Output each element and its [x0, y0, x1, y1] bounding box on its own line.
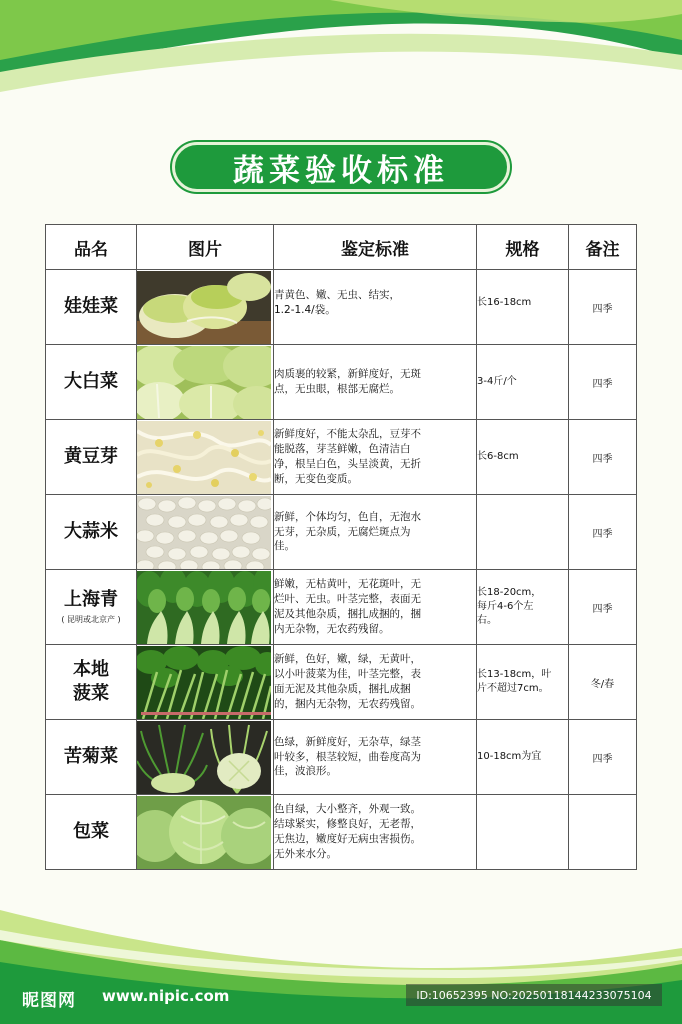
table-row	[46, 720, 637, 795]
vegetable-name: 包菜	[46, 795, 137, 870]
page-title: 蔬菜验收标准	[172, 142, 510, 192]
vegetable-photo-cell	[137, 645, 274, 720]
table-row	[46, 495, 637, 570]
criteria-cell: 鲜嫩，无枯黄叶，无花斑叶，无 烂叶、无虫。叶茎完整，表面无 泥及其他杂质，捆扎成捆的，捆 内无杂物，无农药残留。	[274, 570, 477, 645]
criteria-cell: 新鲜，个体均匀，色自，无泡水 无芽，无杂质，无腐烂斑点为 佳。	[274, 495, 477, 570]
vegetable-name: 大白菜	[46, 345, 137, 420]
spec-cell	[477, 495, 569, 570]
vegetable-photo-cell	[137, 420, 274, 495]
remark-cell: 四季	[569, 420, 637, 495]
endive-photo	[137, 721, 271, 794]
table-row	[46, 345, 637, 420]
bok-choy-photo	[137, 571, 271, 644]
watermark-url: www.nipic.com	[102, 987, 230, 1005]
header-remark: 备注	[569, 225, 637, 270]
spec-cell: 10-18cm为宜	[477, 720, 569, 795]
remark-cell: 四季	[569, 345, 637, 420]
header-picture: 图片	[137, 225, 274, 270]
top-green-wave-decoration	[0, 0, 682, 110]
vegetable-photo-cell	[137, 795, 274, 870]
header-spec: 规格	[477, 225, 569, 270]
remark-cell	[569, 795, 637, 870]
watermark-logo: 昵图网	[22, 991, 76, 1011]
criteria-cell: 肉质裹的较紧，新鲜度好，无斑 点，无虫眼，根部无腐烂。	[274, 345, 477, 420]
spinach-photo	[137, 646, 271, 719]
vegetable-name: 黄豆芽	[46, 420, 137, 495]
spec-cell: 3-4斤/个	[477, 345, 569, 420]
bean-sprouts-photo	[137, 421, 271, 494]
vegetable-standards-table	[45, 224, 637, 870]
spec-cell	[477, 795, 569, 870]
criteria-cell: 新鲜，色好，嫩，绿，无黄叶， 以小叶菠菜为佳，叶茎完整，表 面无泥及其他杂质，捆扎成捆 的，捆内无杂物，无农药残留。	[274, 645, 477, 720]
garlic-cloves-photo	[137, 496, 271, 569]
table-row	[46, 645, 637, 720]
spec-cell: 长6-8cm	[477, 420, 569, 495]
table-header-row	[46, 225, 637, 270]
criteria-cell: 色绿，新鲜度好，无杂草，绿茎 叶较多，根茎较短，曲卷度高为 佳，波浪形。	[274, 720, 477, 795]
spec-cell: 长18-20cm， 每斤4-6个左 右。	[477, 570, 569, 645]
cabbage-photo	[137, 796, 271, 869]
remark-cell: 四季	[569, 720, 637, 795]
chinese-cabbage-photo	[137, 346, 271, 419]
table-row	[46, 570, 637, 645]
vegetable-origin-note: ( 昆明或北京产 )	[61, 615, 121, 625]
remark-cell: 冬/春	[569, 645, 637, 720]
table-row	[46, 420, 637, 495]
remark-cell: 四季	[569, 270, 637, 345]
vegetable-name: 娃娃菜	[46, 270, 137, 345]
criteria-cell: 色自绿，大小整齐，外观一致。 结球紧实，修整良好，无老帮， 无焦边，嫩度好无病虫害损伤。 无外来水分。	[274, 795, 477, 870]
vegetable-photo-cell	[137, 270, 274, 345]
table-row	[46, 795, 637, 870]
vegetable-name: 大蒜米	[46, 495, 137, 570]
criteria-cell: 新鲜度好，不能太杂乱，豆芽不 能脱落，芽茎鲜嫩，色清洁白 净，根呈白色，头呈淡黄，无折 断，无变色变质。	[274, 420, 477, 495]
criteria-cell: 青黄色、嫩、无虫、结实， 1.2-1.4/袋。	[274, 270, 477, 345]
vegetable-name: 本地 菠菜	[46, 645, 137, 720]
vegetable-photo-cell	[137, 345, 274, 420]
table-row	[46, 270, 637, 345]
vegetable-photo-cell	[137, 495, 274, 570]
header-name: 品名	[46, 225, 137, 270]
header-criteria: 鉴定标准	[274, 225, 477, 270]
watermark-id: ID:10652395 NO:20250118144233075104	[406, 984, 662, 1006]
spec-cell: 长13-18cm，叶 片不超过7cm。	[477, 645, 569, 720]
vegetable-photo-cell	[137, 720, 274, 795]
vegetable-photo-cell	[137, 570, 274, 645]
baby-cabbage-photo	[137, 271, 271, 344]
spec-cell: 长16-18cm	[477, 270, 569, 345]
vegetable-name: 苦菊菜	[46, 720, 137, 795]
remark-cell: 四季	[569, 495, 637, 570]
remark-cell: 四季	[569, 570, 637, 645]
vegetable-name: 上海青 ( 昆明或北京产 )	[46, 570, 137, 645]
